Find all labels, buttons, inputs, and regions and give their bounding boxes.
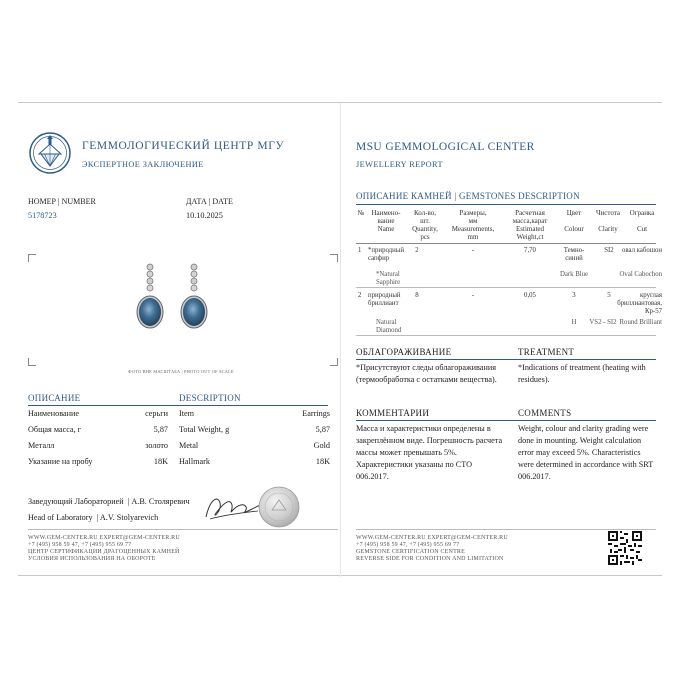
footer-line: REVERSE SIDE FOR CONDITION AND LIMITATION	[356, 556, 504, 562]
number-label: НОМЕР | NUMBER	[28, 197, 96, 206]
stone-num: 1	[358, 247, 362, 254]
date-value: 10.10.2025	[186, 211, 223, 220]
date-label: ДАТА | DATE	[186, 197, 233, 206]
center-fold	[340, 103, 341, 577]
stone-weight: 7,70	[524, 247, 536, 254]
desc-ru-label: Общая масса, г	[28, 425, 82, 434]
signature-scribble-icon	[200, 489, 264, 525]
stone-clarity-ru: 5	[607, 292, 611, 299]
footer-line: +7 (495) 958 59 47, +7 (495) 955 69 77	[28, 542, 132, 548]
footer-line: WWW.GEM-CENTER.RU EXPERT@GEM-CENTER.RU	[356, 535, 508, 541]
th-name: Наимено- вание Name	[371, 209, 401, 233]
stone-num: 2	[358, 292, 362, 299]
earrings-photo	[128, 259, 218, 341]
desc-divider	[28, 405, 328, 406]
report-type-en: JEWELLERY REPORT	[356, 160, 443, 169]
th-weight: Расчетная масса,карат Estimated Weight,ct	[512, 209, 548, 241]
msu-logo	[28, 131, 72, 175]
stone-cut-ru: круглая бриллиантовая, Кр-57	[617, 292, 662, 315]
qr-code[interactable]	[608, 531, 642, 565]
desc-en-value: 5,87	[315, 425, 330, 434]
desc-ru-value: серьги	[145, 409, 168, 418]
comments-text-en: Weight, colour and clarity grading were done in mounting. Weight calculation error may exceed 5%. Characteristics were determined in accordance with SRT 006.2017.	[518, 424, 654, 481]
desc-row	[28, 409, 328, 423]
footer-line: GEMSTONE CERTIFICATION CENTRE	[356, 549, 465, 555]
stones-title-divider	[356, 204, 656, 205]
head-of-lab-ru: Заведующий Лабораторией | А.В. Столяревич	[28, 497, 190, 506]
table-header-divider	[356, 243, 656, 244]
desc-en-label: Item	[179, 409, 195, 418]
report-type-ru: ЭКСПЕРТНОЕ ЗАКЛЮЧЕНИЕ	[82, 160, 204, 169]
stone-colour-en: Dark Blue	[559, 271, 589, 278]
stone-qty: 2	[415, 247, 419, 254]
stone-name-ru: природный бриллиант	[368, 292, 401, 307]
stone-qty: 8	[415, 292, 419, 299]
stone-colour-ru: 3	[572, 292, 576, 299]
desc-en-label: Hallmark	[179, 457, 210, 466]
desc-en-label: Metal	[179, 441, 199, 450]
row-divider	[356, 335, 656, 336]
desc-en-value: 18K	[315, 457, 330, 466]
desc-ru-label: Указание на пробу	[28, 457, 93, 466]
stones-title: ОПИСАНИЕ КАМНЕЙ | GEMSTONES DESCRIPTION	[356, 191, 580, 201]
desc-title-en: DESCRIPTION	[179, 393, 241, 403]
stone-name-en: *Natural Sapphire	[376, 271, 401, 286]
row-divider	[356, 287, 656, 288]
treatment-text-en: *Indications of treatment (heating with residues).	[518, 363, 646, 384]
earring-image	[128, 259, 218, 341]
comments-divider	[356, 420, 656, 421]
comments-text-ru: Масса и характеристики определены в закреплённом виде. Погрешность расчета массы может превышать 5%. Характеристики указаны по СТО 006.2017.	[356, 424, 503, 481]
th-size: Размеры, мм Measurements, mm	[451, 209, 495, 241]
stone-size: -	[471, 292, 475, 299]
treatment-divider	[356, 359, 656, 360]
stone-colour-en: H	[571, 319, 577, 326]
seal-icon	[258, 486, 300, 528]
comments-title-en: COMMENTS	[518, 408, 572, 418]
comments-title-ru: КОММЕНТАРИИ	[356, 408, 430, 418]
desc-row	[28, 457, 328, 471]
desc-ru-value: 18K	[153, 457, 168, 466]
footer-line: ЦЕНТР СЕРТИФИКАЦИИ ДРАГОЦЕННЫХ КАМНЕЙ	[28, 549, 180, 555]
msu-emblem-icon	[28, 131, 72, 175]
desc-en-value: Earrings	[302, 409, 330, 418]
th-qty: Кол-во, шт. Quantity, pcs	[412, 209, 438, 241]
stone-size: -	[471, 247, 475, 254]
photo-caption: ФОТО ВНЕ МАСШТАБА | PHOTO OUT OF SCALE	[128, 369, 234, 374]
treatment-title-ru: ОБЛАГОРАЖИВАНИЕ	[356, 347, 452, 357]
stone-cut-ru: овал кабошон	[621, 247, 662, 254]
th-cut: Огранка Cut	[629, 209, 655, 233]
desc-ru-value: золото	[145, 441, 168, 450]
treatment-title-en: TREATMENT	[518, 347, 575, 357]
stone-name-en: Natural Diamond	[376, 319, 402, 334]
desc-en-label: Total Weight, g	[179, 425, 230, 434]
th-num: №	[357, 209, 365, 217]
number-value: 5178723	[28, 211, 57, 220]
left-footer-divider	[28, 529, 338, 530]
treatment-text-ru: *Присутствуют следы облагораживания (термообработка с остатками вещества).	[356, 363, 497, 384]
desc-ru-label: Наименование	[28, 409, 80, 418]
desc-ru-value: 5,87	[153, 425, 168, 434]
stone-cut-en: Round Brilliant	[619, 319, 662, 326]
signature	[200, 489, 264, 525]
qr-code-icon	[608, 531, 642, 565]
desc-row	[28, 425, 328, 439]
desc-en-value: Gold	[313, 441, 330, 450]
stone-cut-en: Oval Cabochon	[619, 271, 662, 278]
footer-line: +7 (495) 958 59 47, +7 (495) 955 69 77	[356, 542, 460, 548]
th-colour: Цвет Colour	[564, 209, 584, 233]
stone-weight: 0,05	[524, 292, 536, 299]
footer-line: WWW.GEM-CENTER.RU EXPERT@GEM-CENTER.RU	[28, 535, 180, 541]
hologram-seal	[258, 486, 300, 528]
org-name-ru: ГЕММОЛОГИЧЕСКИЙ ЦЕНТР МГУ	[82, 140, 285, 152]
head-of-lab-en: Head of Laboratory | A.V. Stolyarevich	[28, 513, 159, 522]
report-page	[18, 102, 662, 576]
stone-clarity-ru: SI2	[604, 247, 614, 254]
right-footer-divider	[356, 529, 656, 530]
desc-ru-label: Металл	[28, 441, 55, 450]
desc-row	[28, 441, 328, 455]
org-name-en: MSU GEMMOLOGICAL CENTER	[356, 141, 535, 153]
footer-line: УСЛОВИЯ ИСПОЛЬЗОВАНИЯ НА ОБОРОТЕ	[28, 556, 156, 562]
stone-colour-ru: Темно- синий	[563, 247, 585, 262]
stone-name-ru: *природный сапфир	[368, 247, 404, 262]
stone-clarity-en: VS2 - SI2	[589, 319, 617, 326]
th-clarity: Чистота Clarity	[595, 209, 621, 233]
desc-title-ru: ОПИСАНИЕ	[28, 393, 81, 403]
